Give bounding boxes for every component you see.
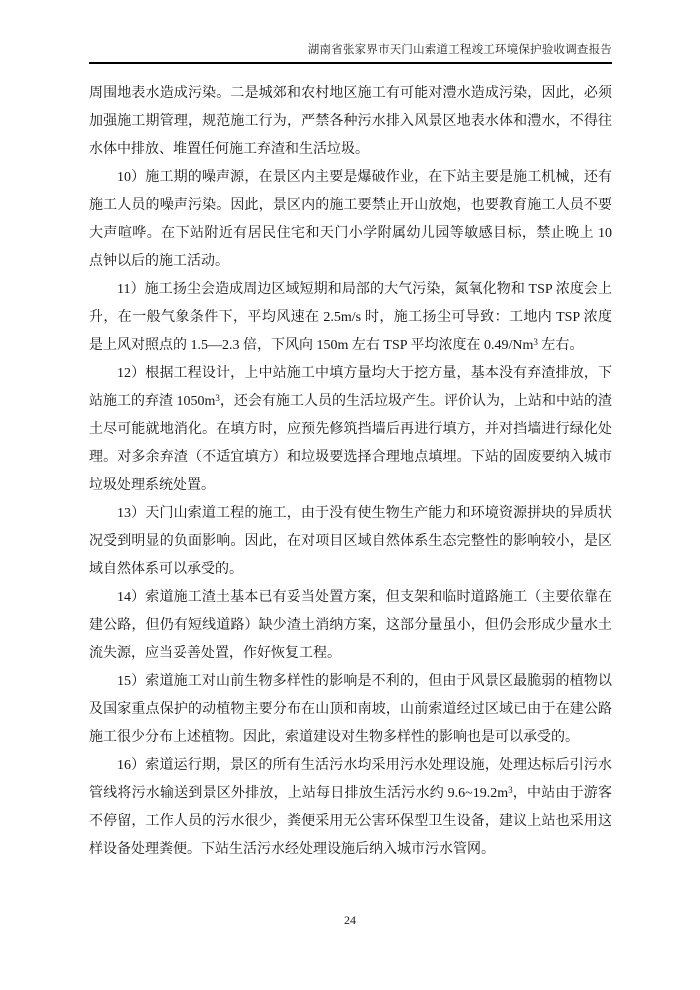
text-run: ，中站由于游客不停留，工作人员的污水很少，粪便采用无公害环保型卫生设备，建议上站也采用这样设备处理粪便。下站生活污水经处理设施后纳入城市污水管网。	[89, 786, 612, 857]
page-footer	[0, 911, 700, 929]
text-run: 11）施工扬尘会造成周边区域短期和局部的大气污染，氮氧化物和 TSP 浓度会上升，在一般气象条件下，平均风速在 2.5m/s 时，施工扬尘可导致：工地内 TSP 浓度是上风对照点的 1.5—2.3 倍，下风向 150m 左右 TSP 平均浓度在 0.49/Nm	[89, 282, 612, 353]
para-item-15-biodiversity	[89, 668, 612, 752]
text-run: 10）施工期的噪声源，在景区内主要是爆破作业，在下站主要是施工机械，还有施工人员的噪声污染。因此，景区内的施工要禁止开山放炮，也要教育施工人员不要大声喧哗。在下站附近有居民住宅和天门小学附属幼儿园等敏感目标，禁止晚上 10 点钟以后的施工活动。	[89, 170, 612, 269]
para-item-10-noise	[89, 164, 612, 276]
header-title: 湖南省张家界市天门山索道工程竣工环境保护验收调查报告	[307, 44, 612, 56]
para-item-14-spoil-disposal	[89, 584, 612, 668]
text-run: 周围地表水造成污染。二是城郊和农村地区施工有可能对澧水造成污染，因此，必须加强施工期管理，规范施工行为，严禁各种污水排入风景区地表水体和澧水，不得往水体中排放、堆置任何施工弃渣和生活垃圾。	[89, 86, 612, 157]
para-item-13-ecology	[89, 500, 612, 584]
superscript: 3	[215, 392, 220, 403]
header-rule	[89, 62, 612, 64]
page-header	[0, 0, 700, 64]
text-run: 14）索道施工渣土基本已有妥当处置方案，但支架和临时道路施工（主要依靠在建公路，但仍有短线道路）缺少渣土消纳方案，这部分量虽小，但仍会形成少量水土流失源，应当妥善处置，作好恢复工程。	[89, 590, 612, 661]
document-body	[89, 80, 612, 864]
para-item-16-sewage	[89, 752, 612, 864]
para-water-pollution-continued	[89, 80, 612, 164]
para-item-11-dust	[89, 276, 612, 360]
para-item-12-spoil	[89, 360, 612, 500]
text-run: 16）索道运行期，景区的所有生活污水均采用污水处理设施，处理达标后引污水管线将污水输送到景区外排放，上站每日排放生活污水约 9.6~19.2m	[89, 758, 612, 801]
text-run: 13）天门山索道工程的施工，由于没有使生物生产能力和环境资源拼块的异质状况受到明显的负面影响。因此，在对项目区域自然体系生态完整性的影响较小，是区域自然体系可以承受的。	[89, 506, 612, 577]
text-run: 15）索道施工对山前生物多样性的影响是不利的，但由于风景区最脆弱的植物以及国家重点保护的动植物主要分布在山顶和南坡，山前索道经过区域已由于在建公路施工很少分布上述植物。因此，索道建设对生物多样性的影响也是可以承受的。	[89, 674, 612, 745]
text-run: ，还会有施工人员的生活垃圾产生。评价认为，上站和中站的渣土尽可能就地消化。在填方时，应预先修筑挡墙后再进行填方，并对挡墙进行绿化处理。对多余弃渣（不适宜填方）和垃圾要选择合理地点填埋。下站的固废要纳入城市垃圾处理系统处置。	[89, 394, 613, 493]
superscript: 3	[508, 784, 513, 795]
text-run: 左右。	[537, 338, 584, 353]
text-run: 12）根据工程设计，上中站施工中填方量均大于挖方量，基本没有弃渣排放，下站施工的弃渣 1050m	[89, 366, 612, 409]
page-number: 24	[344, 913, 356, 927]
superscript: 3	[533, 336, 538, 347]
